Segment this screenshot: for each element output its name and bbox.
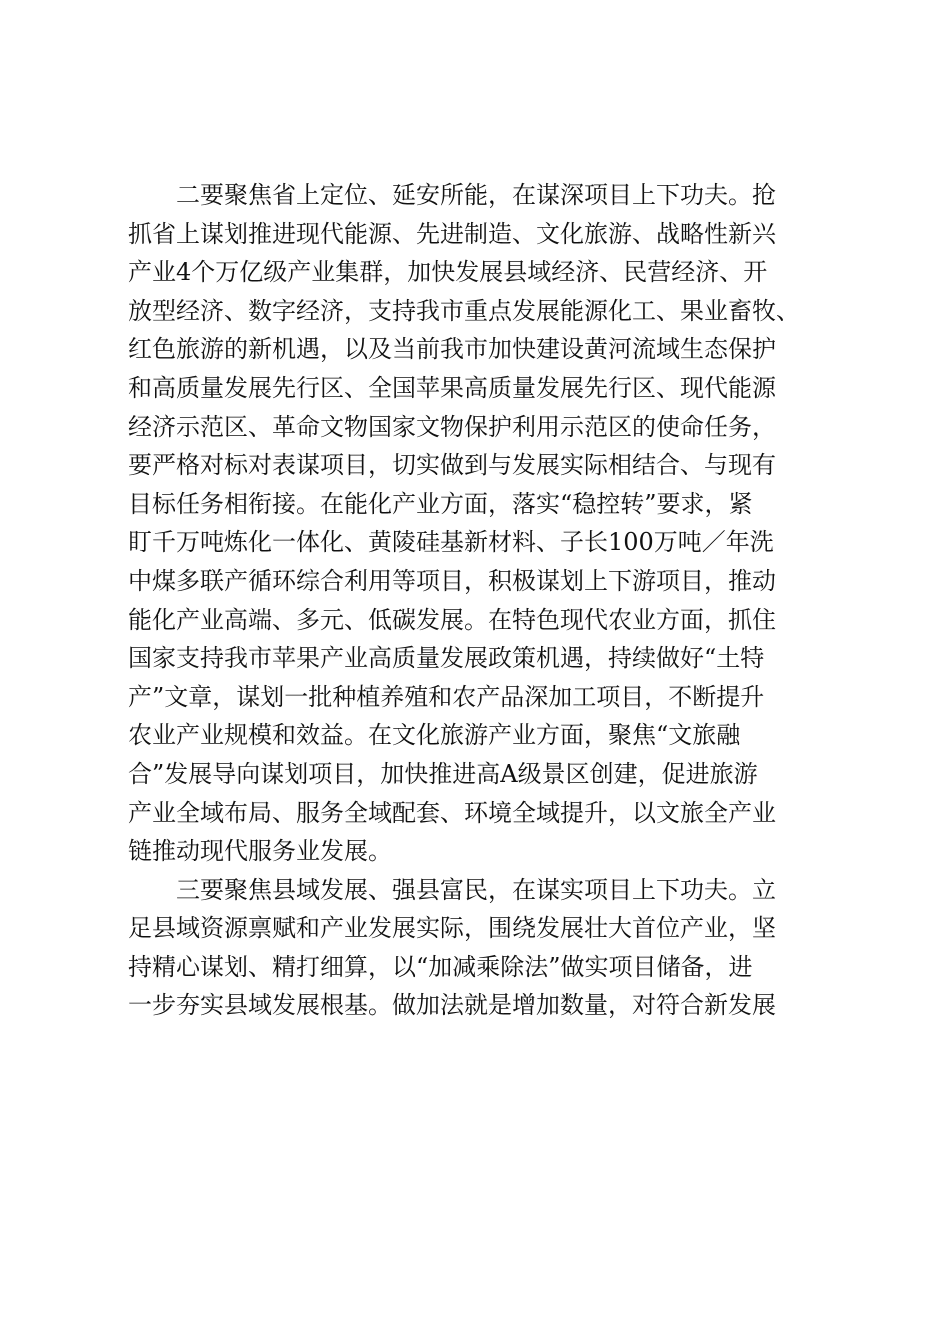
text-line: 中煤多联产循环综合利用等项目，积极谋划上下游项目，推动 (128, 566, 776, 595)
text-line: 足县域资源禀赋和产业发展实际，围绕发展壮大首位产业，坚 (128, 914, 776, 943)
text-line: 产业全域布局、服务全域配套、环境全域提升，以文旅全产业 (128, 798, 776, 827)
text-line: 国家支持我市苹果产业高质量发展政策机遇，持续做好“土特 (128, 644, 765, 673)
text-line: 抓省上谋划推进现代能源、先进制造、文化旅游、战略性新兴 (128, 219, 776, 248)
text-line: 产业4个万亿级产业集群，加快发展县域经济、民营经济、开 (128, 258, 768, 287)
text-line: 农业产业规模和效益。在文化旅游产业方面，聚焦“文旅融 (128, 721, 741, 750)
text-line: 红色旅游的新机遇，以及当前我市加快建设黄河流域生态保护 (128, 335, 776, 364)
text-line: 产”文章，谋划一批种植养殖和农产品深加工项目，不断提升 (128, 682, 765, 711)
text-line: 链推动现代服务业发展。 (128, 837, 392, 866)
text-line: 能化产业高端、多元、低碳发展。在特色现代农业方面，抓住 (128, 605, 776, 634)
text-line: 二要聚焦省上定位、延安所能，在谋深项目上下功夫。抢 (176, 181, 776, 209)
paragraph (128, 176, 848, 871)
text-line: 经济示范区、革命文物国家文物保护利用示范区的使命任务， (128, 412, 776, 441)
text-line: 盯千万吨炼化一体化、黄陵硅基新材料、子长100万吨／年洗 (128, 528, 774, 557)
text-line: 三要聚焦县域发展、强县富民，在谋实项目上下功夫。立 (176, 875, 776, 904)
text-line: 和高质量发展先行区、全国苹果高质量发展先行区、现代能源 (128, 373, 776, 402)
text-line: 一步夯实县域发展根基。做加法就是增加数量，对符合新发展 (128, 991, 776, 1020)
text-line: 目标任务相衔接。在能化产业方面，落实“稳控转”要求，紧 (128, 489, 753, 518)
document-body (128, 176, 848, 1025)
paragraph (128, 871, 848, 1025)
text-line: 持精心谋划、精打细算，以“加减乘除法”做实项目储备，进 (128, 952, 753, 981)
text-line: 放型经济、数字经济，支持我市重点发展能源化工、果业畜牧、 (128, 296, 800, 325)
text-line: 合”发展导向谋划项目，加快推进高A级景区创建，促进旅游 (128, 759, 758, 788)
text-line: 要严格对标对表谋项目，切实做到与发展实际相结合、与现有 (128, 451, 776, 480)
